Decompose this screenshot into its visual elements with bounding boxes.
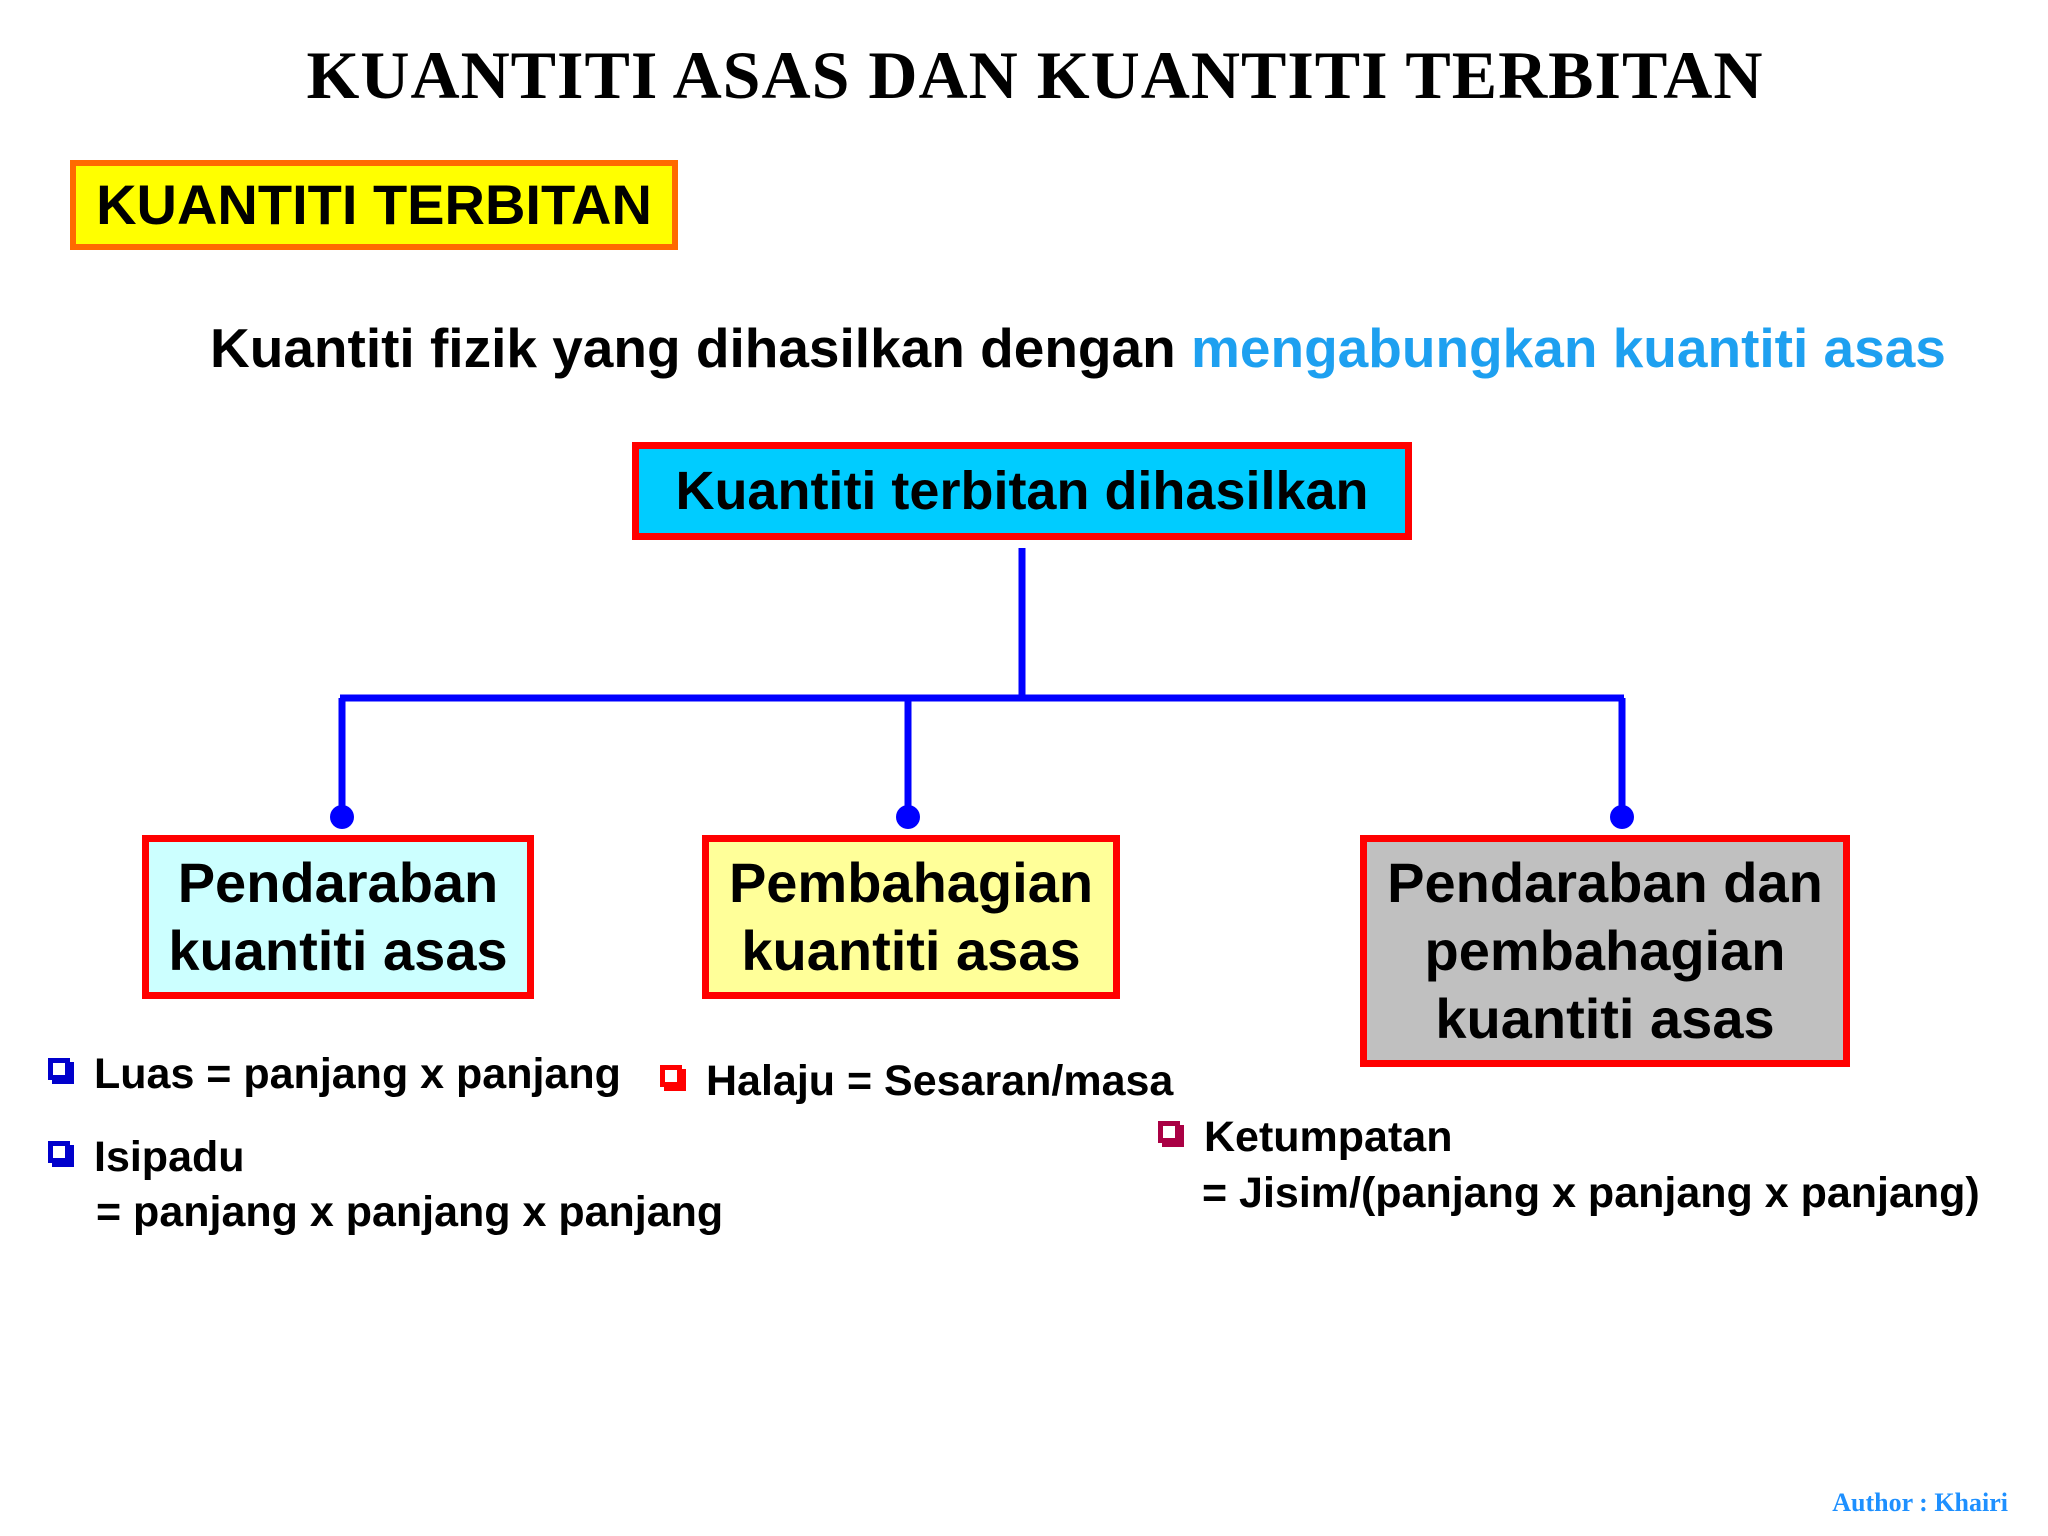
author-credit: Author : Khairi (1832, 1488, 2008, 1517)
child-box-pendaraban (142, 835, 534, 999)
connector-dot-1 (330, 805, 354, 829)
definition-main: Kuantiti fizik yang dihasilkan dengan (210, 317, 1191, 379)
example-halaju (660, 1057, 1173, 1106)
example-isipadu-label: Isipadu (94, 1133, 245, 1181)
checkbox-bullet-icon (660, 1065, 682, 1087)
child-box-pendaraban-dan-pembahagian (1360, 835, 1850, 1067)
connector-dot-2 (896, 805, 920, 829)
root-box (632, 442, 1412, 540)
checkbox-bullet-icon (48, 1058, 70, 1080)
slide-title: KUANTITI ASAS DAN KUANTITI TERBITAN (306, 37, 1764, 113)
example-ketumpatan (1158, 1113, 1452, 1162)
example-ketumpatan-formula: = Jisim/(panjang x panjang x panjang) (1202, 1169, 1980, 1217)
root-box-label: Kuantiti terbitan dihasilkan (675, 461, 1369, 521)
child-box-pembahagian (702, 835, 1120, 999)
example-ketumpatan-label: Ketumpatan (1204, 1113, 1453, 1161)
example-luas-text: Luas = panjang x panjang (94, 1050, 621, 1098)
definition-highlight: mengabungkan kuantiti asas (1190, 317, 1946, 379)
checkbox-bullet-icon (48, 1141, 70, 1163)
example-halaju-text: Halaju = Sesaran/masa (706, 1057, 1174, 1105)
section-label: KUANTITI TERBITAN (70, 160, 678, 250)
example-isipadu-formula: = panjang x panjang x panjang (96, 1188, 724, 1236)
connector-dot-3 (1610, 805, 1634, 829)
child-box-pendaraban-label: Pendaraban kuantiti asas (168, 851, 508, 982)
checkbox-bullet-icon (1158, 1121, 1180, 1143)
example-luas (48, 1050, 621, 1099)
child-box-pembahagian-label: Pembahagian kuantiti asas (728, 851, 1094, 982)
example-isipadu (48, 1133, 245, 1182)
child-box-pendaraban-dan-pembahagian-label: Pendaraban dan pembahagian kuantiti asas (1387, 851, 1823, 1050)
